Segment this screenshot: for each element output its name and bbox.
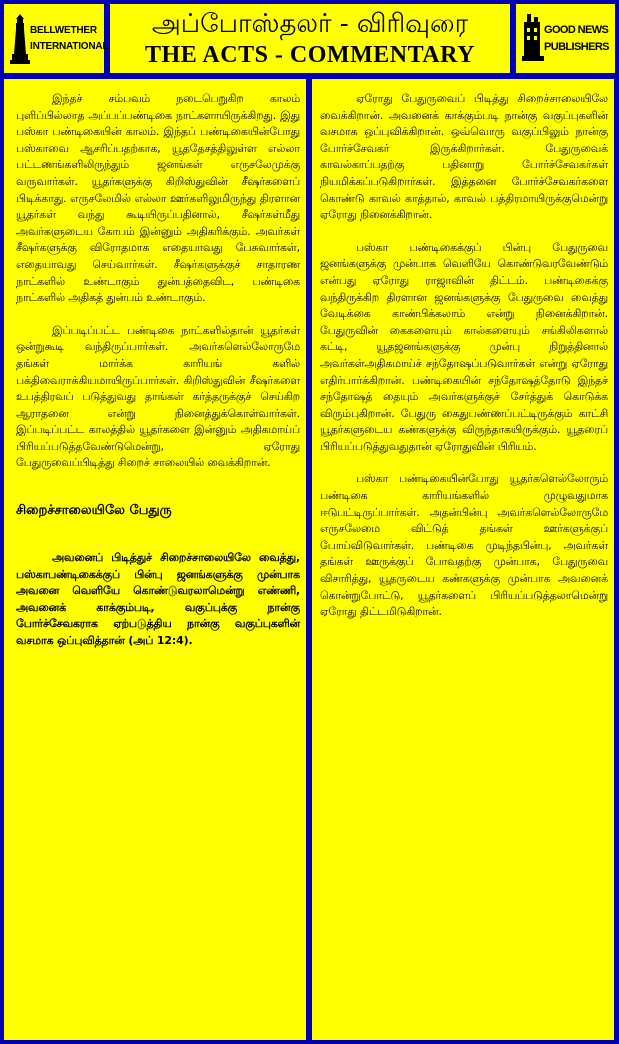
tower-icon xyxy=(10,14,30,66)
good-news-line2: PUBLISHERS xyxy=(544,41,609,53)
left-paragraph-1: இந்தச் சம்பவம் நடைபெறுகிற காலம் புளிப்பில்லாத அப்பப்பண்டிகை நாட்களாயிருக்கிறது. இது பஸ்கா பண்டிகையின் காலம். இந்தப் பண்டிகையின்போது பஸ்காவை ஆசரிப்பதற்காக, யூததேசத்திலுள்ள எல்லா பட்டணங்களிலிருந்தும் ஜனங்கள் எருசலேமுக்கு வருவார்கள். யூதர்களுக்கு கிறிஸ்துவின் சீஷர்களைப் பிடிக்காது. எருசலேமில் எல்லா ஊர்களிலுமிருந்து திரளான யூதர்கள் வந்து கூடியிருப்பதினால், சீஷர்கள்மீது அவர்களுடைய கோபம் இன்னும் அதிகரிக்கும். அவர்கள் சீஷர்களுக்கு விரோதமாக எதையாவது பேசுவார்கள், எதையாவது செய்வார்கள். சீஷர்களுக்குச் சாதாரண நாட்களில் உண்டாகும் துன்பத்தைவிட, பண்டிகை நாட்களில் அதிகத் துன்பம் உண்டாகும். xyxy=(16,92,300,305)
section-heading: சிறைச்சாலையிலே பேதுரு xyxy=(16,503,172,519)
title-english: THE ACTS - COMMENTARY xyxy=(145,42,475,68)
title-tamil: அப்போஸ்தலர் - விரிவுரை xyxy=(151,9,469,39)
header-banner xyxy=(2,2,617,75)
right-paragraph-2: பஸ்கா பண்டிகைக்குப் பின்பு பேதுருவை ஜனங்களுக்கு முன்பாக வெளியே கொண்டுவரவேண்டும் என்பது ஏரோது ராஜாவின் திட்டம். பண்டிகைக்கு வந்திருக்கிற திரளான ஜனங்களுக்கு பேதுருவை வைத்து வேடிக்கை காண்பிக்கலாம் என்று நினைக்கிறான். பேதுருவின் கைகளையும் கால்களையும் சங்கிலிகளால் கட்டி, யூதஜனங்களுக்கு முன்பு நிறுத்தினால் அவர்கள்அதிகமாய்ச் சந்தோஷப்படுவார்கள் என்று ஏரோது எதிர்பார்க்கிறான். பண்டிகையின் சந்தோஷத்தோடு இந்தச் சந்தோஷத் தையும் அவர்களுக்குச் சேர்த்துக் கொடுக்க விரும்புகிறான். பேதுரு கைதுபண்ணப்பட்டிருக்கும் காட்சி யூதர்களுடைய கண்களுக்கு விருந்தாகயிருக்கும். யூதரைப் பிரியப்படுத்துவதுதான் ஏரோதுவின் பிரியம். xyxy=(320,240,608,453)
right-column xyxy=(312,79,614,1040)
good-news-line1: GOOD NEWS xyxy=(544,24,609,36)
right-paragraph-1: ஏரோது பேதுருவைப் பிடித்து சிறைச்சாலையிலே வைக்கிறான். அவனைக் காக்கும்படி நான்கு வகுப்புகளின் வசமாக ஒப்புவிக்கிறான். ஒவ்வொரு வகுப்பிலும் நான்கு போர்ச்சேவகர் இருக்கிறார்கள். பேதுருவைக் காவல்காப்பதற்கு பதினாறு போர்ச்சேவகர்கள் நியமிக்கப்படுகிறார்கள். இத்தனை போர்ச்சேவகர்களை கொண்டு காவல் காத்தால், காவல் பத்திரமாயிருக்குமென்று ஏரோது நினைக்கிறான். xyxy=(320,92,608,222)
building-icon xyxy=(522,14,544,66)
left-paragraph-2: இப்படிப்பட்ட பண்டிகை நாட்களில்தான் யூதர்கள் ஒன்றுகூடி வந்திருப்பார்கள். அவர்களெல்லோருமே தங்கள் மார்க்க காரியங் களில் பக்திவைராக்கியமாயிருப்பார்கள். கிறிஸ்துவின் சீஷர்களை உபத்திரவப் படுத்துவது தாங்கள் கர்த்தருக்குச் செய்கிற ஆராதனை என்று நினைத்துக்கொள்வார்கள். இப்படிப்பட்ட காலத்தில் யூதர்களை இன்னும் அதிகமாய்ப் பிரியப்படுத்தவேண்டுமென்று, ஏரோது பேதுருவைப்பிடித்து சிறைச் சாலையில் வைக்கிறான். xyxy=(16,323,300,470)
right-logo-box xyxy=(516,4,615,73)
good-news-logo xyxy=(522,14,612,66)
bellwether-logo xyxy=(10,14,109,66)
left-column xyxy=(4,79,306,1040)
left-logo-box xyxy=(4,4,109,73)
bellwether-line1: BELLWETHER xyxy=(30,25,97,36)
good-news-logo-text xyxy=(544,22,609,56)
bellwether-line2: INTERNATIONAL xyxy=(30,41,109,52)
scripture-quote: அவனைப் பிடித்துச் சிறைச்சாலையிலே வைத்து, பஸ்காபண்டிகைக்குப் பின்பு ஜனங்களுக்கு முன்பாக அவனை வெளியே கொண்டுவரலாமென்று எண்ணி, அவனைக் காக்கும்படி, வகுப்புக்கு நான்கு போர்ச்சேவகராக ஏற்படுத்திய நான்கு வகுப்புகளின் வசமாக ஒப்புவித்தான் (அப் 12:4). xyxy=(16,551,300,648)
title-box xyxy=(110,4,510,73)
bellwether-logo-text xyxy=(30,23,108,55)
right-paragraph-3: பஸ்கா பண்டிகையின்போது யூதர்களெல்லோரும் பண்டிகை காரியங்களில் முழுவதுமாக ஈடுபட்டிருப்பார்கள். அதன்பின்பு அவர்களெல்லோருமே எருசலேமை விட்டுத் தங்கள் ஊர்களுக்குப் போய்விடுவார்கள். பண்டிகை முடிந்தபின்பு, அவர்கள் தங்கள் ஊருக்குப் போவதற்கு முன்பாக, பேதுருவை விசாரித்து, யூதருடைய கண்களுக்கு முன்பாக அவனைக் கொன்றுபோட்டு, யூதர்களைப் பிரியப்படுத்தலாமென்று ஏரோது திட்டமிடுகிறான். xyxy=(320,472,608,619)
